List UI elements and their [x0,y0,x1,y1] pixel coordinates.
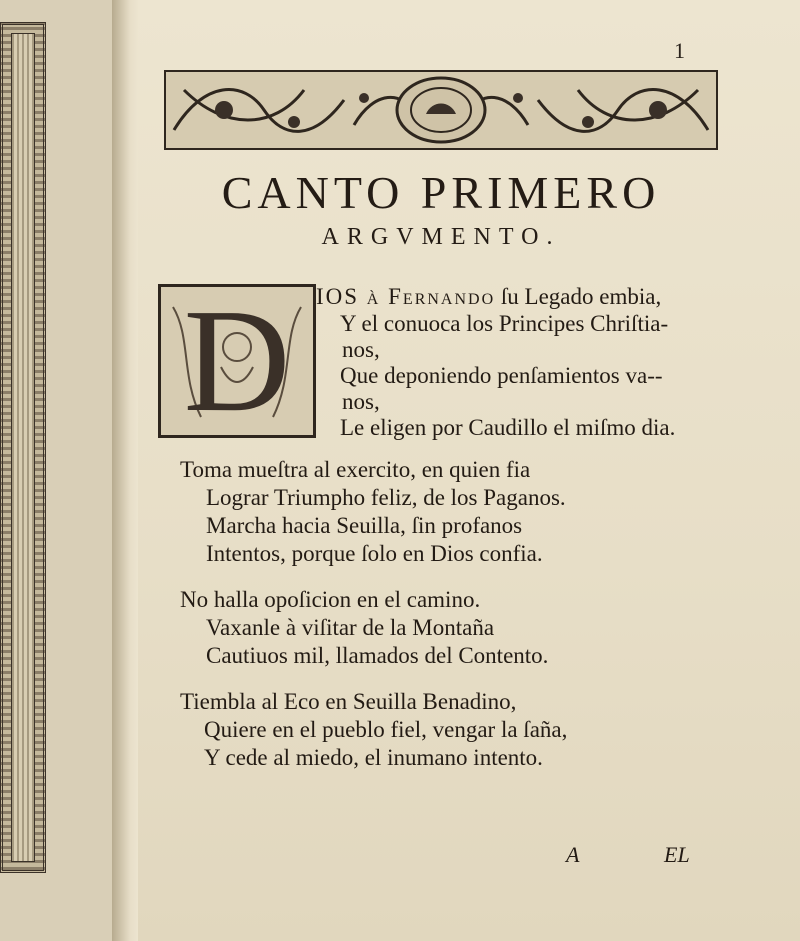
stanza2-line2: Lograr Triumpho feliz, de los Paganos. [206,485,566,510]
canto-title: CANTO PRIMERO [221,167,661,218]
stanza1-line5: nos, [342,389,380,414]
stanza1-line1: IOS à Fernando ſu Legado embia, [316,284,662,309]
stanza4-line2: Quiere en el pueblo fiel, vengar la ſaña, [204,717,568,742]
decorated-initial [158,279,316,443]
stanza1-line4: Que deponiendo penſamientos va-- [340,363,663,388]
stanza2-line4: Intentos, porque ſolo en Dios confia. [206,541,543,566]
stanza4-line3: Y cede al miedo, el inumano intento. [204,745,543,770]
stanza1-line6: Le eligen por Caudillo el miſmo dia. [340,415,676,440]
engraving-frontispiece [0,22,46,873]
ornamental-headpiece [164,70,718,150]
stanza3-line2: Vaxanle à viſitar de la Montaña [206,615,495,640]
stanza2-line1: Toma mueſtra al exercito, en quien fia [180,457,531,482]
stanza3-line1: No halla opoſicion en el camino. [180,587,481,612]
stanza1-line2: Y el conuoca los Principes Chriſtia- [340,311,669,336]
stanza4-line1: Tiembla al Eco en Seuilla Benadino, [180,689,517,714]
stanza3-line3: Cautiuos mil, llamados del Contento. [206,643,549,668]
catchword: EL [664,842,690,867]
left-page [0,0,114,941]
book-gutter [112,0,138,941]
name-fernando: Fernando [388,284,496,309]
initial-letter: D [183,279,291,443]
page-number: 1 [674,38,685,63]
stanza2-line3: Marcha hacia Seuilla, ſin profanos [206,513,523,538]
signature-mark: A [566,842,580,867]
argumento-heading: ARGVMENTO. [321,224,561,250]
stanza1-line3: nos, [342,337,380,362]
